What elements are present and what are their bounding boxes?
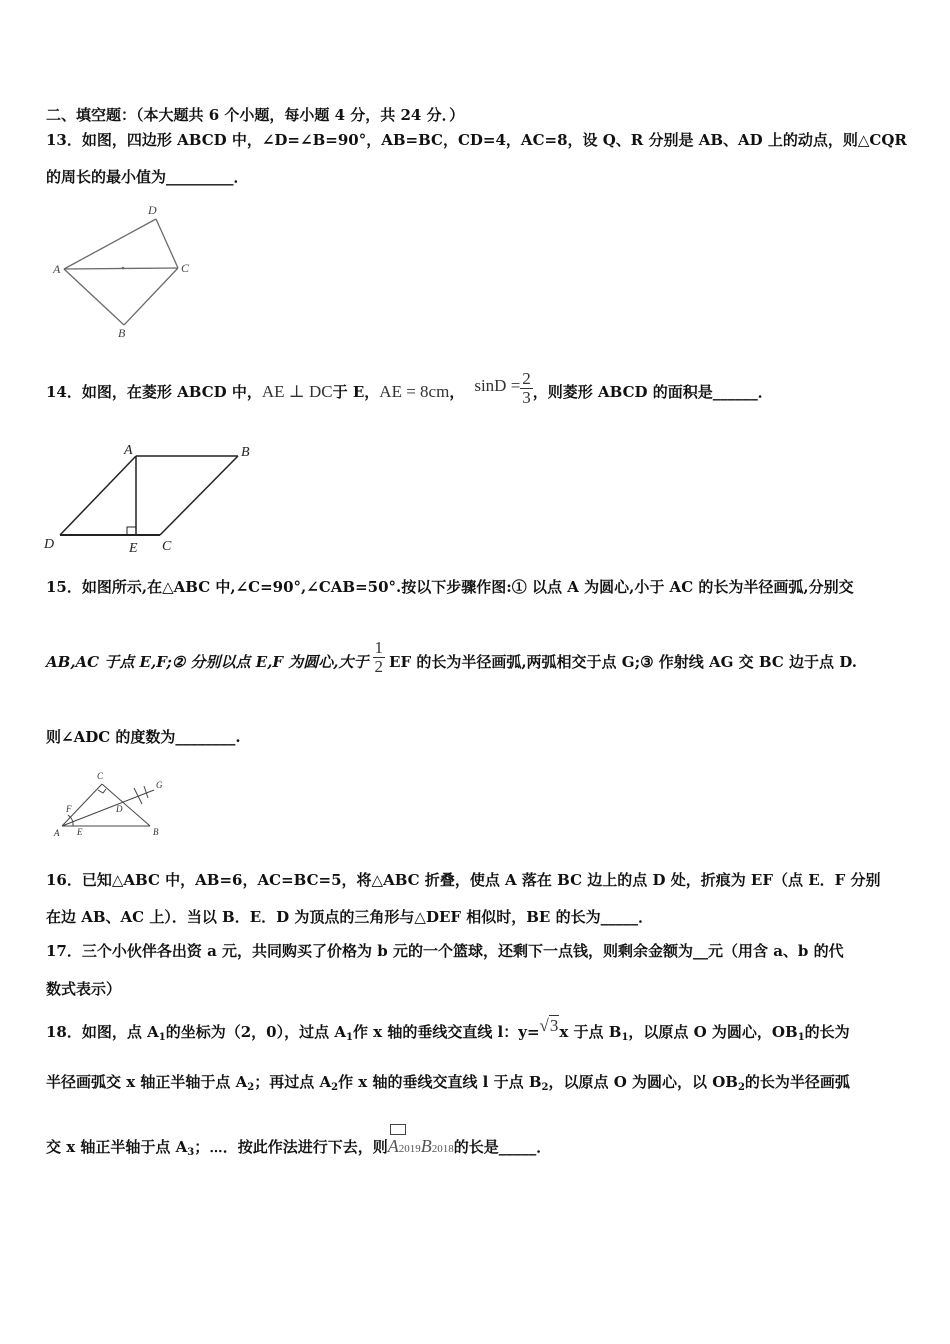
q15-line3: 则∠ADC 的度数为________. [46, 728, 241, 746]
q18-l3c: 的长是_____． [453, 1138, 552, 1156]
q15-line2a: AB,AC 于点 E,F;② 分别以点 E,F 为圆心,大于 [46, 653, 369, 671]
q14-suffix: ，则菱形 ABCD 的面积是______． [532, 383, 773, 401]
q18-l3b: ；⋯．按此作法进行下去，则 [194, 1138, 388, 1156]
q18-l1e: ，以原点 O 为圆心，OB [628, 1023, 798, 1041]
q15-line2b: EF 的长为半径画弧,两弧相交于点 G;③ 作射线 AG 交 BC 边于点 D. [389, 653, 857, 671]
q15-label-a: A [54, 828, 60, 838]
q13-label-d: D [148, 203, 157, 217]
q13-label-c: C [181, 261, 190, 275]
q18-sub-b1: 1 [621, 1032, 629, 1043]
q18-l2d: ，以原点 O 为圆心，以 OB [548, 1073, 738, 1091]
q15-figure [50, 768, 180, 843]
q18-line1 [46, 1016, 850, 1048]
q14-figure [40, 436, 270, 556]
q14-fraction [520, 370, 533, 407]
q13-line2: 的周长的最小值为_________． [46, 168, 249, 186]
q18-sqrt3: √3 [539, 1016, 559, 1035]
q18-arc-a: A [387, 1136, 399, 1156]
q18-radicand: 3 [549, 1016, 559, 1035]
q18-l2e: 的长为半径画弧 [744, 1073, 850, 1091]
q13-line1: 13．如图，四边形 ABCD 中，∠D=∠B=90°，AB=BC，CD=4，AC=8，设 Q、R 分别是 AB、AD 上的动点，则△CQR [46, 131, 907, 149]
q13-label-a: A [53, 262, 61, 276]
q14-sin: sinD = [474, 376, 521, 395]
q18-l1c: 作 x 轴的垂线交直线 l：y= [352, 1023, 540, 1041]
q18-l2c: 作 x 轴的垂线交直线 l 于点 B [338, 1073, 542, 1091]
q18-sub-a2: 2 [247, 1082, 255, 1093]
q14-label-a: A [124, 443, 133, 458]
q18-l3a: 交 x 轴正半轴于点 A [46, 1138, 188, 1156]
q18-sub-a1: 1 [158, 1032, 166, 1043]
q18-arc-a-sub: 2019 [398, 1143, 421, 1155]
q18-l1a: 18．如图，点 A [46, 1023, 159, 1041]
q18-arc-b-sub: 2018 [431, 1143, 454, 1155]
q18-line2 [46, 1071, 850, 1093]
q18-arc-symbol [390, 1124, 406, 1135]
q18-sub-a2b: 2 [331, 1082, 339, 1093]
q14-cond2: AE = 8cm [379, 382, 450, 401]
q13-figure [48, 200, 208, 345]
q18-l1f: 的长为 [804, 1023, 850, 1041]
q18-sub-ob1: 1 [797, 1032, 805, 1043]
q14-frac-den: 3 [522, 387, 531, 407]
q15-fraction [373, 639, 386, 676]
q18-line3 [46, 1122, 551, 1162]
q14-comma: ， [449, 383, 465, 401]
q16-line1: 16．已知△ABC 中，AB=6，AC=BC=5，将△ABC 折叠，使点 A 落在 BC 边上的点 D 处，折痕为 EF（点 E．F 分别 [46, 871, 881, 889]
q18-arc-expression [388, 1122, 454, 1169]
q15-label-b: B [153, 827, 159, 837]
q15-frac-den: 2 [374, 656, 384, 676]
q15-frac-num: 1 [374, 637, 384, 657]
q15-label-e: E [77, 827, 83, 837]
q15-label-d: D [116, 804, 123, 814]
q18-arc-b: B [420, 1136, 432, 1156]
q14-label-b: B [241, 445, 250, 460]
q14-label-c: C [162, 539, 172, 554]
q18-l2a: 半径画弧交 x 轴正半轴于点 A [46, 1073, 248, 1091]
q14-line [46, 368, 773, 412]
q14-cond1: AE ⊥ DC [261, 382, 333, 401]
q18-sub-b2: 2 [541, 1082, 549, 1093]
q14-frac-num: 2 [522, 368, 531, 388]
q18-sub-a3: 3 [187, 1147, 195, 1158]
q14-prefix: 14．如图，在菱形 ABCD 中， [46, 383, 262, 401]
q18-sub-a1b: 1 [345, 1032, 353, 1043]
q18-l2b: ；再过点 A [254, 1073, 332, 1091]
q14-label-e: E [129, 541, 138, 556]
q13-label-b: B [118, 326, 126, 340]
q18-sub-ob2: 2 [737, 1082, 745, 1093]
q15-label-c: C [97, 771, 104, 781]
q18-l1d: x 于点 B [559, 1023, 622, 1041]
q15-label-g: G [156, 780, 163, 790]
q15-line2 [46, 636, 857, 688]
q15-label-f: F [66, 804, 72, 814]
q18-l1b: 的坐标为（2，0），过点 A [165, 1023, 346, 1041]
q15-line1: 15．如图所示,在△ABC 中,∠C=90°,∠CAB=50°.按以下步骤作图:① 以点 A 为圆心,小于 AC 的长为半径画弧,分别交 [46, 578, 854, 596]
q17-line2: 数式表示） [46, 980, 122, 998]
q14-mid1: 于 E， [332, 383, 380, 401]
q14-label-d: D [44, 537, 55, 552]
q16-line2: 在边 AB、AC 上）．当以 B．E．D 为顶点的三角形与△DEF 相似时，BE 的长为_____． [46, 908, 654, 926]
section-title: 二、填空题：（本大题共 6 个小题，每小题 4 分，共 24 分．） [46, 106, 465, 124]
q17-line1: 17．三个小伙伴各出资 a 元，共同购买了价格为 b 元的一个篮球，还剩下一点钱，则剩余金额为__元（用含 a、b 的代 [46, 942, 844, 960]
